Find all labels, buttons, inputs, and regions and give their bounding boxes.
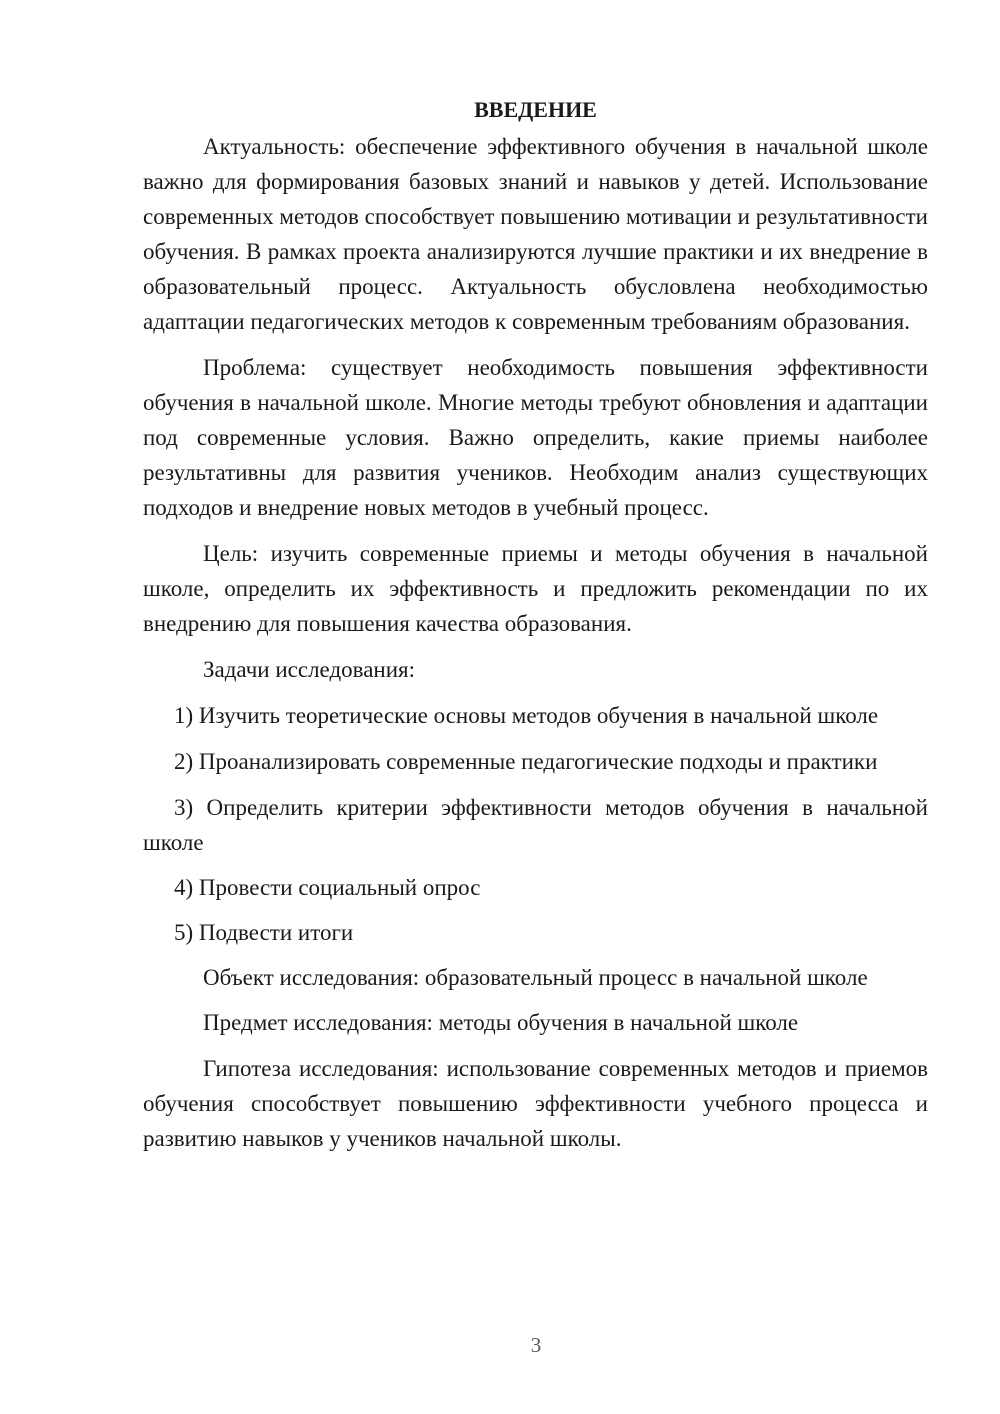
task-item-3: 3) Определить критерии эффективности методов обучения в начальной школе xyxy=(143,795,928,855)
page-number: 3 xyxy=(530,1333,542,1357)
hypothesis-paragraph: Гипотеза исследования: использование современных методов и приемов обучения способствует повышению эффективности учебного процесса и развитию навыков у учеников начальной школы. xyxy=(143,1056,928,1151)
subject-paragraph: Предмет исследования: методы обучения в начальной школе xyxy=(203,1010,799,1035)
task-item-1: 1) Изучить теоретические основы методов обучения в начальной школе xyxy=(174,703,879,728)
goal-paragraph: Цель: изучить современные приемы и методы обучения в начальной школе, определить их эффективность и предложить рекомендации по их внедрению для повышения качества образования. xyxy=(143,541,928,636)
task-item-2: 2) Проанализировать современные педагогические подходы и практики xyxy=(174,749,878,774)
task-item-5: 5) Подвести итоги xyxy=(174,920,354,945)
section-title: ВВЕДЕНИЕ xyxy=(474,97,597,122)
page-content xyxy=(143,92,928,1156)
relevance-paragraph: Актуальность: обеспечение эффективного обучения в начальной школе важно для формирования базовых знаний и навыков у детей. Использование современных методов способствует повышению мотивации и результативности обучения. В рамках проекта анализируются лучшие практики и их внедрение в образовательный процесс. Актуальность обусловлена необходимостью адаптации педагогических методов к современным требованиям образования. xyxy=(143,134,928,334)
problem-paragraph: Проблема: существует необходимость повышения эффективности обучения в начальной школе. Многие методы требуют обновления и адаптации под современные условия. Важно определить, какие приемы наиболее результативны для развития учеников. Необходим анализ существующих подходов и внедрение новых методов в учебный процесс. xyxy=(143,355,928,520)
tasks-heading: Задачи исследования: xyxy=(203,657,416,682)
task-item-4: 4) Провести социальный опрос xyxy=(174,875,481,900)
object-paragraph: Объект исследования: образовательный процесс в начальной школе xyxy=(203,965,868,990)
